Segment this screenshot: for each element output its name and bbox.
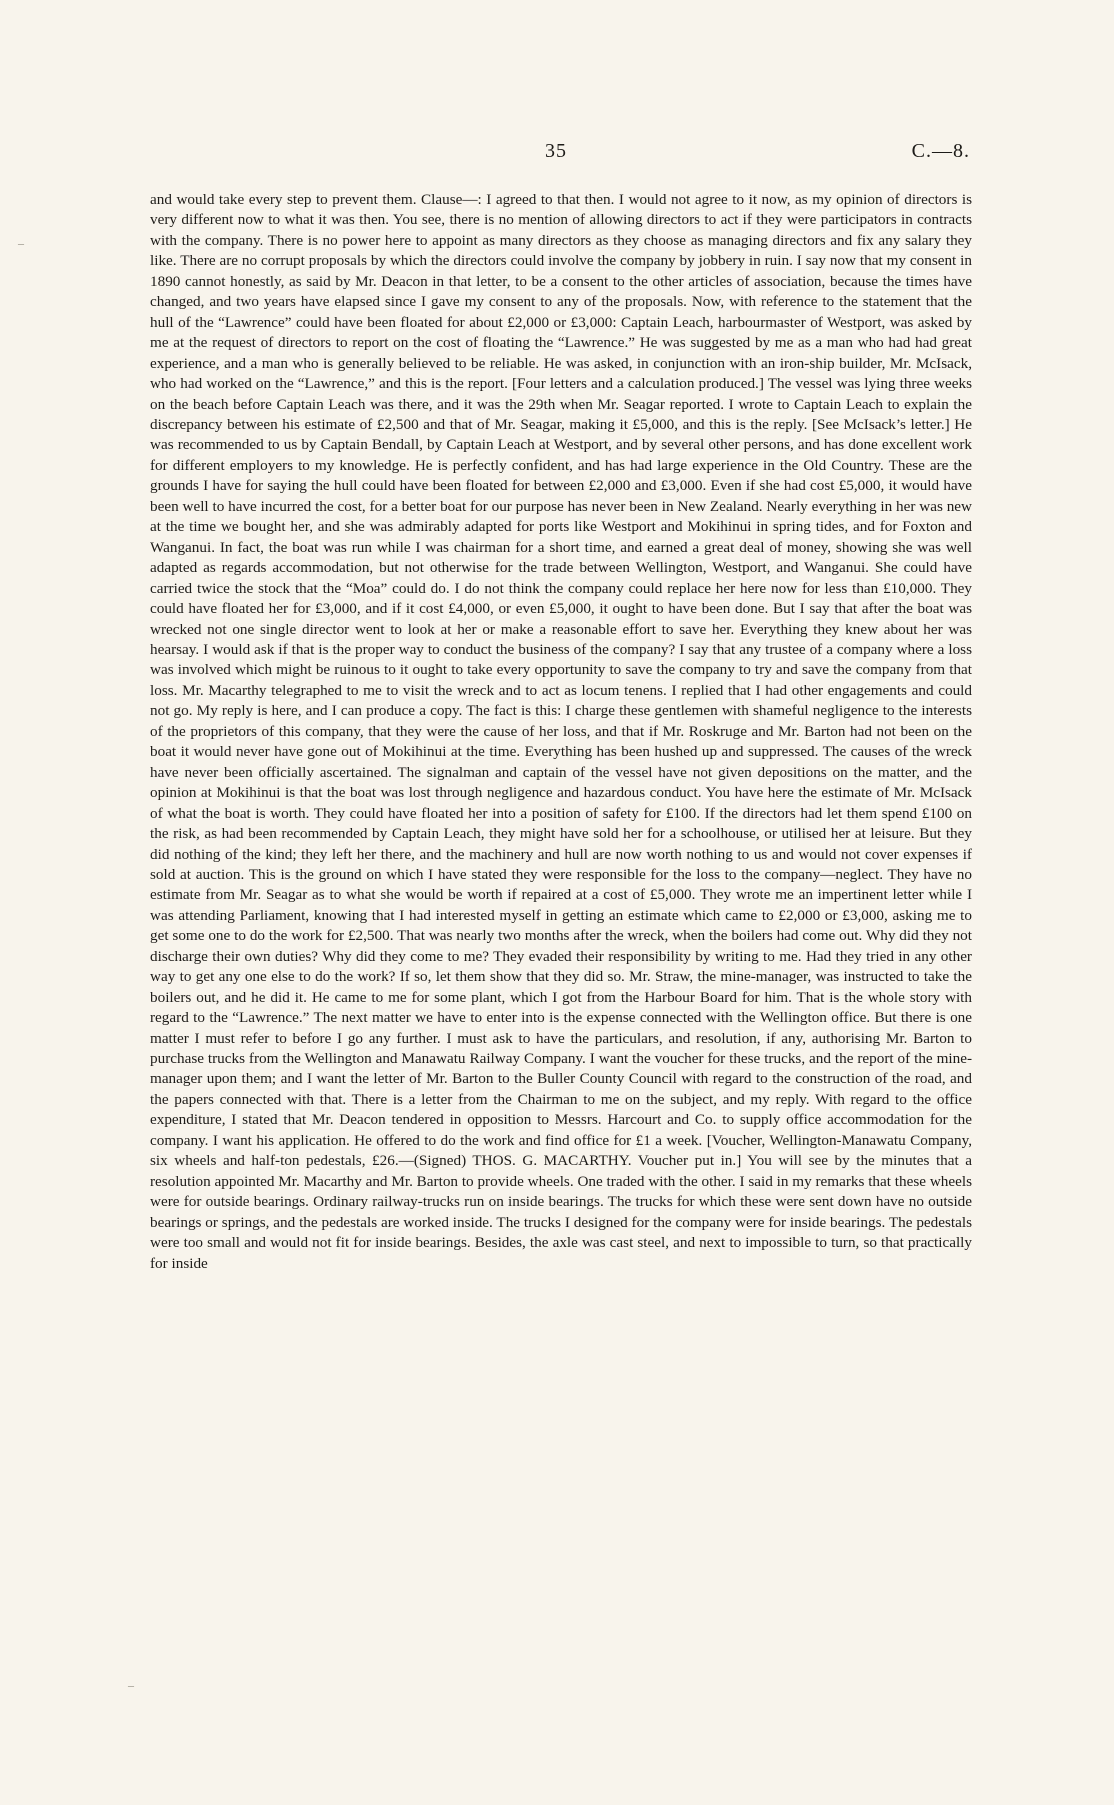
page-header: [150, 140, 970, 170]
margin-mark: –: [128, 1678, 134, 1692]
margin-mark: –: [18, 236, 24, 250]
page-number: 35: [545, 140, 567, 162]
document-body: [150, 190, 972, 1274]
body-paragraph: and would take every step to prevent them. Clause—: I agreed to that then. I would not agree to it now, as my opinion of directors is very different now to what it was then. You see, there is no mention of allowing directors to act if they were participators in contracts with the company. There is no power here to appoint as many directors as they choose as managing directors and fix any salary they like. There are no corrupt proposals by which the directors could involve the company by jobbery in ruin. I say now that my consent in 1890 cannot honestly, as said by Mr. Deacon in that letter, to be a consent to the other articles of association, because the times have changed, and two years have elapsed since I gave my consent to any of the proposals. Now, with reference to the statement that the hull of the “Lawrence” could have been floated for about £2,000 or £3,000: Captain Leach, harbourmaster of Westport, was asked by me at the request of directors to report on the cost of floating the “Lawrence.” He was suggested by me as a man who had had great experience, and a man who is generally believed to be reliable. He was asked, in conjunction with an iron-ship builder, Mr. McIsack, who had worked on the “Lawrence,” and this is the report. [Four letters and a calculation produced.] The vessel was lying three weeks on the beach before Captain Leach was there, and it was the 29th when Mr. Seagar reported. I wrote to Captain Leach to explain the discrepancy between his estimate of £2,500 and that of Mr. Seagar, making it £5,000, and this is the reply. [See McIsack’s letter.] He was recommended to us by Captain Bendall, by Captain Leach at Westport, and by several other persons, and has done excellent work for different employers to my knowledge. He is perfectly confident, and has had large experience in the Old Country. These are the grounds I have for saying the hull could have been floated for between £2,000 and £3,000. Even if she had cost £5,000, it would have been well to have incurred the cost, for a better boat for our purpose has never been in New Zealand. Nearly everything in her was new at the time we bought her, and she was admirably adapted for ports like Westport and Mokihinui in spring tides, and for Foxton and Wanganui. In fact, the boat was run while I was chairman for a short time, and earned a great deal of money, showing she was well adapted as regards accommodation, but not otherwise for the trade between Wellington, Westport, and Wanganui. She could have carried twice the stock that the “Moa” could do. I do not think the company could replace her here now for less than £10,000. They could have floated her for £3,000, and if it cost £4,000, or even £5,000, it ought to have been done. But I say that after the boat was wrecked not one single director went to look at her or make a reasonable effort to save her. Everything they knew about her was hearsay. I would ask if that is the proper way to conduct the business of the company? I say that any trustee of a company where a loss was involved which might be ruinous to it ought to take every opportunity to save the company to try and save the company from that loss. Mr. Macarthy telegraphed to me to visit the wreck and to act as locum tenens. I replied that I had other engagements and could not go. My reply is here, and I can produce a copy. The fact is this: I charge these gentlemen with shameful negligence to the interests of the proprietors of this company, that they were the cause of her loss, and that if Mr. Roskruge and Mr. Barton had not been on the boat it would never have gone out of Mokihinui at the time. Everything has been hushed up and suppressed. The causes of the wreck have never been officially ascertained. The signalman and captain of the vessel have not given depositions on the matter, and the opinion at Mokihinui is that the boat was lost through negligence and hazardous conduct. You have here the estimate of Mr. McIsack of what the boat is worth. They could have floated her into a position of safety for £100. If the directors had let them spend £100 on the risk, as had been recommended by Captain Leach, they might have sold her for a schoolhouse, or utilised her at leisure. But they did nothing of the kind; they left her there, and the machinery and hull are now worth nothing to us and would not cover expenses if sold at auction. This is the ground on which I have stated they were responsible for the loss to the company—neglect. They have no estimate from Mr. Seagar as to what she would be worth if repaired at a cost of £5,000. They wrote me an impertinent letter while I was attending Parliament, knowing that I had interested myself in getting an estimate which came to £2,000 or £3,000, asking me to get some one to do the work for £2,500. That was nearly two months after the wreck, when the boilers had come out. Why did they not discharge their own duties? Why did they come to me? They evaded their responsibility by writing to me. Had they tried in any other way to get any one else to do the work? If so, let them show that they did so. Mr. Straw, the mine-manager, was instructed to take the boilers out, and he did it. He came to me for some plant, which I got from the Harbour Board for him. That is the whole story with regard to the “Lawrence.” The next matter we have to enter into is the expense connected with the Wellington office. But there is one matter I must refer to before I go any further. I must ask to have the particulars, and resolution, if any, authorising Mr. Barton to purchase trucks from the Wellington and Manawatu Railway Company. I want the voucher for these trucks, and the report of the mine-manager upon them; and I want the letter of Mr. Barton to the Buller County Council with regard to the construction of the road, and the papers connected with that. There is a letter from the Chairman to me on the subject, and my reply. With regard to the office expenditure, I stated that Mr. Deacon tendered in opposition to Messrs. Harcourt and Co. to supply office accommodation for the company. I want his application. He offered to do the work and find office for £1 a week. [Voucher, Wellington-Manawatu Company, six wheels and half-ton pedestals, £26.—(Signed) THOS. G. MACARTHY. Voucher put in.] You will see by the minutes that a resolution appointed Mr. Macarthy and Mr. Barton to provide wheels. One traded with the other. I said in my remarks that these wheels were for outside bearings. Ordinary railway-trucks run on inside bearings. The trucks for which these were sent down have no outside bearings or springs, and the pedestals are worked inside. The trucks I designed for the company were for inside bearings. The pedestals were too small and would not fit for inside bearings. Besides, the axle was cast steel, and next to impossible to turn, so that practically for inside: [150, 191, 972, 1272]
paper-reference: C.—8.: [911, 140, 970, 162]
